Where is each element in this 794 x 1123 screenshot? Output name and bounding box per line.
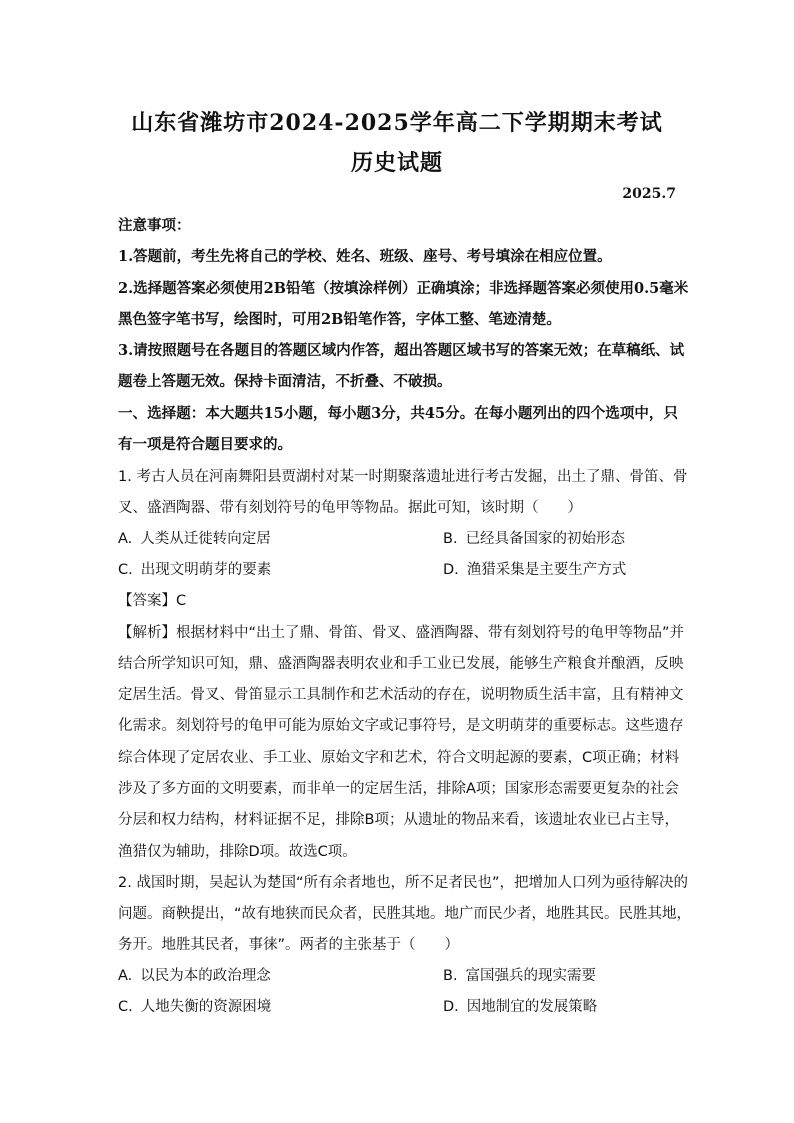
option-key: B. — [443, 531, 458, 547]
option-text: 以民为本的政治理念 — [140, 968, 271, 984]
q1-analysis-line: 分层和权力结构，材料证据不足，排除B项；从遗址的物品来看，该遗址农业已占主导， — [118, 812, 679, 828]
q1-option-b — [443, 529, 625, 549]
option-text: 富国强兵的现实需要 — [465, 968, 597, 984]
option-key: D. — [443, 562, 459, 578]
q1-option-d — [443, 560, 626, 580]
option-key: A. — [118, 531, 133, 547]
q1-stem-line-2: 叉、盛酒陶器、带有刻划符号的龟甲等物品。据此可知，该时期（ ） — [118, 500, 582, 516]
q1-analysis-line: 渔猎仅为辅助，排除D项。故选C项。 — [118, 844, 357, 860]
notice-item-3-line-2: 题卷上答题无效。保持卡面清洁，不折叠、不破损。 — [118, 373, 452, 390]
q2-option-b — [443, 966, 596, 986]
notice-item-2-line-1: 2.选择题答案必须使用2B铅笔（按填涂样例）正确填涂；非选择题答案必须使用0.5毫米 — [118, 280, 689, 297]
q1-analysis-line: 定居生活。骨叉、骨笛显示工具制作和艺术活动的存在，说明物质生活丰富，且有精神文 — [118, 687, 684, 703]
q1-analysis-line: 涉及了多方面的文明要素，而非单一的定居生活，排除A项；国家形态需要更复杂的社会 — [118, 781, 679, 797]
q2-stem-line-3: 务开。地胜其民者，事徕”。两者的主张基于（ ） — [118, 937, 460, 953]
section-heading-line-2: 有一项是符合题目要求的。 — [118, 436, 292, 453]
option-text: 已经具备国家的初始形态 — [465, 531, 626, 547]
q2-stem-line-1: 2. 战国时期，吴起认为楚国“所有余者地也，所不足者民也”，把增加人口列为亟待解决的 — [118, 875, 688, 891]
q2-option-a — [118, 966, 271, 986]
exam-date: 2025.7 — [622, 186, 676, 202]
option-key: D. — [443, 999, 459, 1015]
q1-option-a — [118, 529, 271, 549]
q2-option-c — [118, 997, 271, 1017]
option-text: 人类从迁徙转向定居 — [140, 531, 271, 547]
option-text: 人地失衡的资源困境 — [140, 999, 272, 1015]
notice-item-3-line-1: 3.请按照题号在各题目的答题区域内作答，超出答题区域书写的答案无效；在草稿纸、试 — [118, 342, 685, 359]
q2-stem-line-2: 问题。商鞅提出，“故有地狭而民众者，民胜其地。地广而民少者，地胜其民。民胜其地， — [118, 906, 692, 922]
option-key: A. — [118, 968, 133, 984]
exam-title: 山东省潍坊市2024-2025学年高二下学期期末考试 — [131, 110, 663, 136]
exam-subtitle: 历史试题 — [350, 150, 443, 176]
notice-item-2-line-2: 黑色签字笔书写，绘图时，可用2B铅笔作答，字体工整、笔迹清楚。 — [118, 311, 561, 328]
q1-analysis-line: 综合体现了定居农业、手工业、原始文字和艺术，符合文明起源的要素，C项正确；材料 — [118, 750, 680, 766]
notice-item-1: 1.答题前，考生先将自己的学校、姓名、班级、座号、考号填涂在相应位置。 — [118, 248, 612, 265]
q1-analysis-line: 【解析】根据材料中“出土了鼎、骨笛、骨叉、盛酒陶器、带有刻划符号的龟甲等物品”并 — [118, 625, 685, 641]
option-key: C. — [118, 999, 133, 1015]
q1-analysis-line: 化需求。刻划符号的龟甲可能为原始文字或记事符号，是文明萌芽的重要标志。这些遗存 — [118, 718, 684, 734]
option-key: C. — [118, 562, 133, 578]
option-text: 渔猎采集是主要生产方式 — [466, 562, 627, 578]
option-key: B. — [443, 968, 458, 984]
q1-analysis-line: 结合所学知识可知，鼎、盛酒陶器表明农业和手工业已发展，能够生产粮食并酿酒，反映 — [118, 656, 684, 672]
section-heading-line-1: 一、选择题：本大题共15小题，每小题3分，共45分。在每小题列出的四个选项中，只 — [118, 405, 678, 422]
notice-heading: 注意事项： — [118, 217, 191, 234]
q2-option-d — [443, 997, 597, 1017]
q1-stem-line-1: 1. 考古人员在河南舞阳县贾湖村对某一时期聚落遗址进行考古发掘，出土了鼎、骨笛、骨 — [118, 469, 688, 485]
option-text: 因地制宜的发展策略 — [466, 999, 598, 1015]
q1-option-c — [118, 560, 271, 580]
q1-answer: 【答案】C — [118, 593, 187, 609]
option-text: 出现文明萌芽的要素 — [140, 562, 272, 578]
